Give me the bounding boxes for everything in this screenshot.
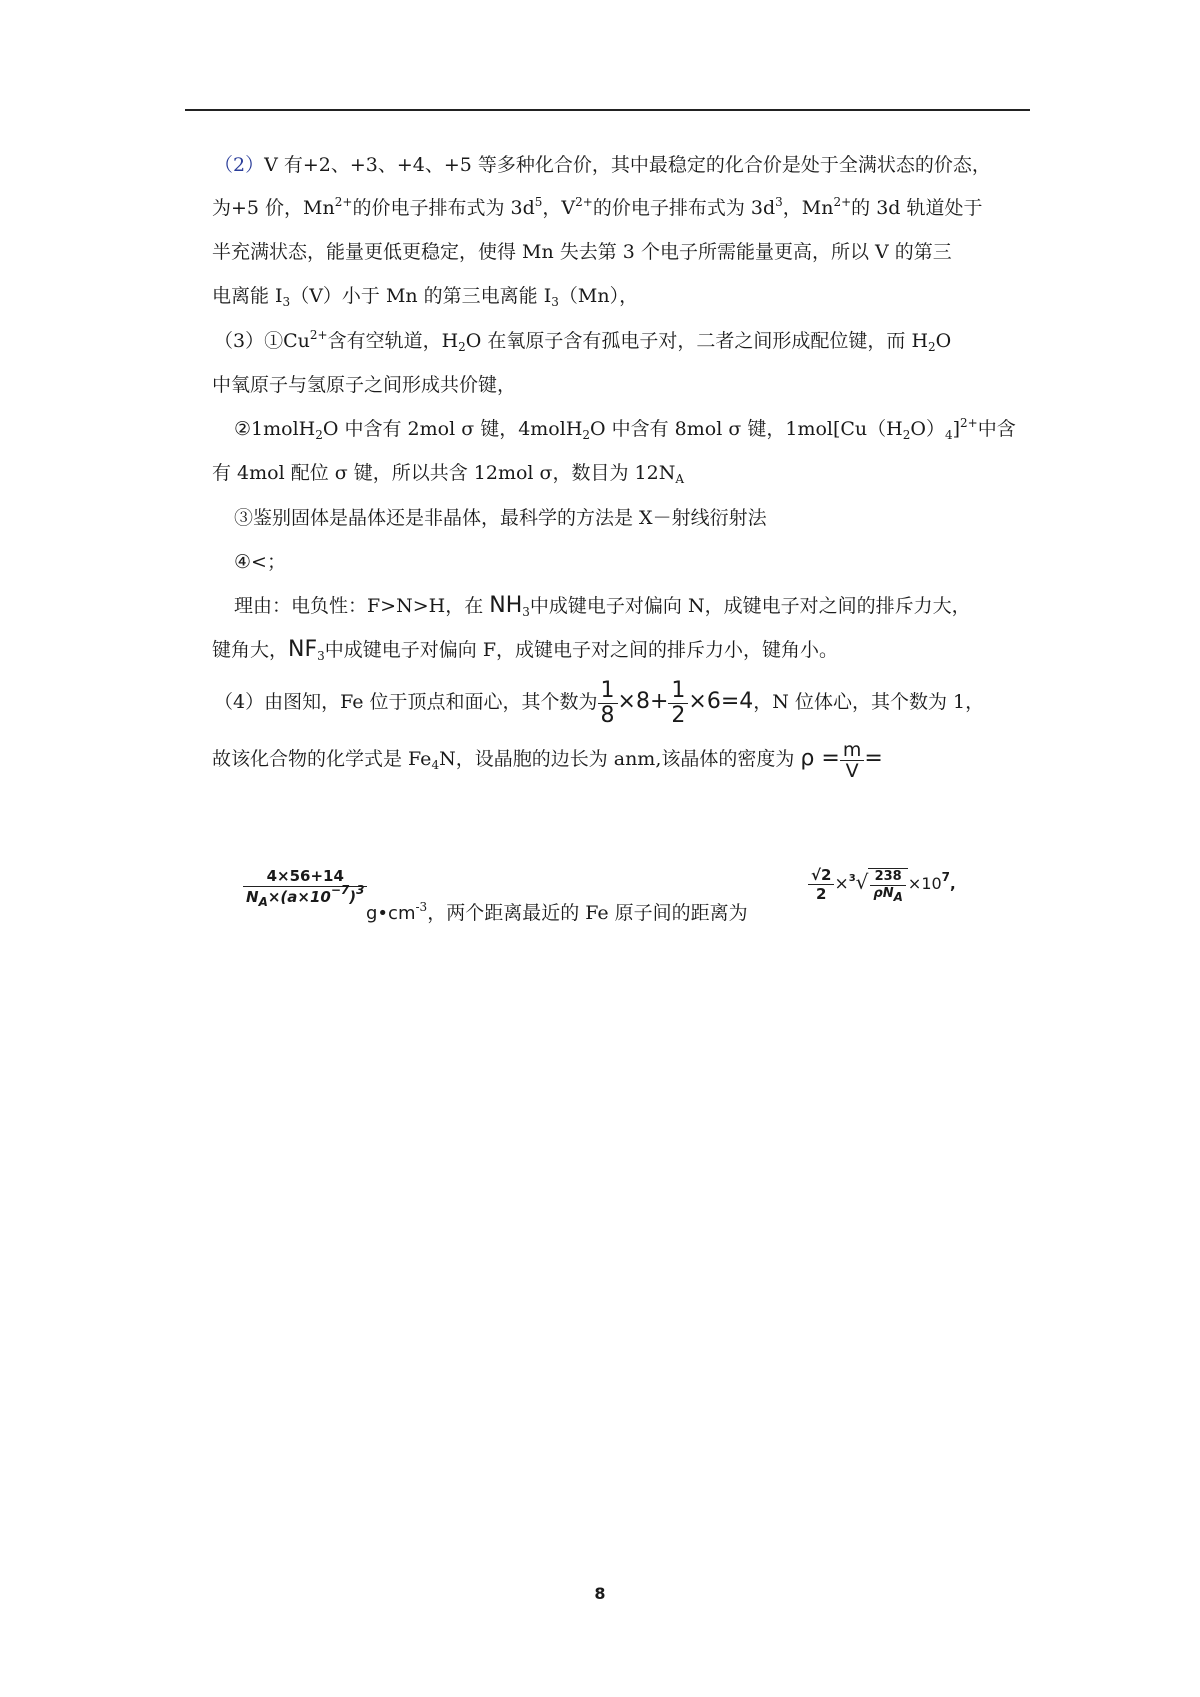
- fraction-m-over-v: $\frac{m}{V}$: [840, 740, 865, 781]
- fraction-one-half: $\frac{1}{2}$: [668, 679, 688, 728]
- distance-formula: $\frac{√2}{2}$ ×$^3$√ $\frac{238}{\rho N_A}$ $\times 10^7$,: [808, 866, 956, 903]
- header-rule: [185, 109, 1030, 111]
- p3-line-4: 有 4mol 配位 σ 键，所以共含 12mol σ，数目为 $12N_A$: [212, 462, 685, 486]
- p2-line-2: 为+5 价，$Mn^{2+}$的价电子排布式为 $3d^5$，$V^{2+}$的价电子排布式为 $3d^3$，$Mn^{2+}$的 3d 轨道处于: [212, 195, 983, 219]
- page-number: 8: [594, 1584, 606, 1603]
- p3-line-1: $(3)①Cu^{2+}$含有空轨道，$H_2O$ 在氧原子含有孤电子对，二者之间形成配位键，而 $H_2O$: [214, 328, 952, 354]
- p3-line-5: ③鉴别固体是晶体还是非晶体，最科学的方法是 X－射线衍射法: [234, 507, 767, 529]
- p2-line-3: 半充满状态，能量更低更稳定，使得 Mn 失去第 3 个电子所需能量更高，所以 V 的第三: [212, 241, 952, 263]
- p3-line-3: ②1molH$_2$O 中含有 2mol σ 键，4molH$_2$O 中含有 8mol σ 键，$1mol[Cu(H_2O)_4]^{2+}$中含: [234, 416, 1016, 442]
- p3-line-7: 理由：电负性：F>N>H，在 $NH_3$中成键电子对偏向 N，成键电子对之间的排斥力大，: [234, 593, 971, 619]
- fraction-one-eighth: $\frac{1}{8}$: [598, 679, 618, 728]
- p3-line-8: 键角大，$NF_3$中成键电子对偏向 F，成键电子对之间的排斥力小，键角小。: [212, 637, 839, 663]
- p4-line-1: （4）由图知，Fe 位于顶点和面心，其个数为 $\frac{1}{8}$ ×8+ $\frac{1}{2}$ ×6=4，N 位体心，其个数为 1，: [214, 677, 985, 728]
- p2-line-1: （2）V 有+2、+3、+4、+5 等多种化合价，其中最稳定的化合价是处于全满状态的价态，: [214, 154, 991, 176]
- density-units-line: $g•cm^{-3}$，两个距离最近的 Fe 原子间的距离为: [366, 900, 748, 924]
- p2-line-4: 电离能 $I_3(V)$小于 Mn 的第三电离能 $I_3(Mn)$，: [212, 285, 639, 309]
- p2-label: （2）: [214, 154, 265, 176]
- p3-line-2: 中氧原子与氢原子之间形成共价键，: [212, 374, 517, 396]
- p3-line-6: ④<；: [234, 551, 286, 573]
- p4-line-2: 故该化合物的化学式是 $Fe_4N$，设晶胞的边长为 anm,该晶体的密度为 ρ = $\frac{m}{V}$ =: [212, 738, 883, 782]
- density-formula: $\frac{4\times 56+14}{N_A\times(a\times 10^{-7})^3}$: [243, 866, 367, 907]
